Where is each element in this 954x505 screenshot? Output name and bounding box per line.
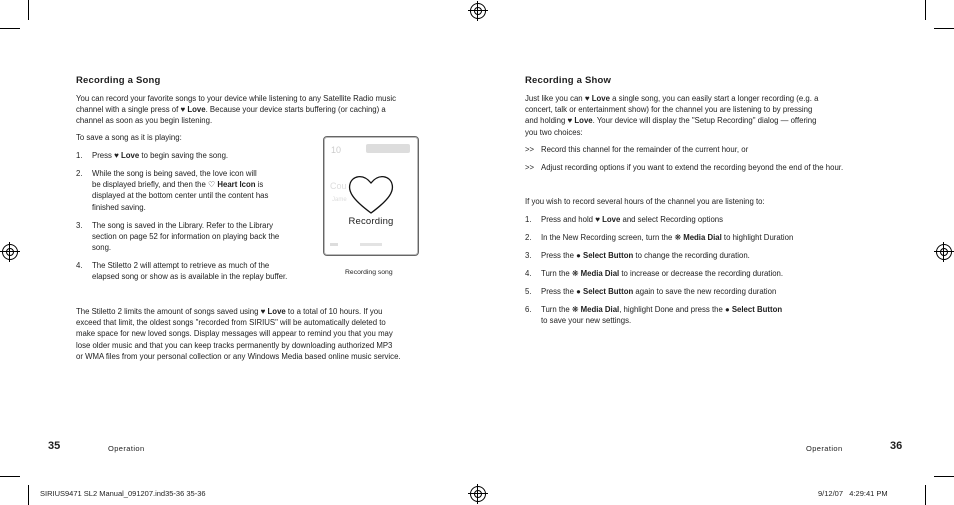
page-number: 36 [890, 440, 903, 452]
faded-text: Jame [332, 197, 347, 203]
faded-text: Cou [330, 181, 347, 191]
select-button-icon: ● [576, 287, 581, 296]
registration-mark-icon [470, 486, 486, 502]
heart-icon: ♥ [595, 215, 600, 224]
heart-icon: ♥ [584, 94, 590, 103]
heart-icon: ♥ [180, 105, 186, 115]
crop-mark [0, 476, 20, 477]
recording-label: Recording [348, 216, 394, 227]
crop-mark [28, 485, 29, 505]
heart-icon: ♥ [260, 307, 266, 316]
page-number: 35 [48, 440, 61, 452]
left-heading: Recording a Song [76, 75, 161, 86]
media-dial-icon: ❋ [674, 233, 682, 242]
select-button-icon: ● [724, 305, 730, 314]
faded-indicator [330, 243, 338, 246]
page-footer: Operation [806, 444, 843, 453]
faded-channel-number: 10 [331, 145, 342, 155]
registration-mark-icon [936, 244, 952, 260]
device-screen-figure [323, 136, 419, 256]
heart-icon: ♥ [114, 151, 119, 160]
heart-outline-icon: ♡ [208, 180, 216, 190]
to-save-text: To save a song as it is playing: [76, 133, 182, 142]
right-choices: >> Record this channel for the remainder of the current hour, or >> Adjust recording options if you want to extend the recording beyond the end of the hour. [525, 145, 844, 172]
crop-mark [934, 476, 954, 477]
media-dial-icon: ❋ [571, 305, 579, 314]
left-steps: 1. Press ♥ Love to begin saving the song. 2. While the song is being saved, the love icon will be displayed briefly, and then the ♡ Heart Icon is displayed at the bottom center until the content has finished saving. 3. The song is saved in the Library. Refer to the Library section on page 52 for information on playing back the song. 4. The Stiletto 2 will attempt to retrieve as much of the elapsed song or show as is available in the replay buffer. [76, 151, 288, 282]
media-dial-icon: ❋ [571, 269, 579, 278]
right-steps: 1. Press and hold ♥ Love and select Recording options 2. In the New Recording screen, turn the ❋ Media Dial to highlight Duration 3. Press the ● Select Button to change the recording duration. 4. Turn the ❋ Media Dial to increase or decrease the recording duration. 5. Press the ● Select Button again to save the new recording duration 6. Turn the ❋ Media Dial, highlight Done and press the ● Select Button to save your new settings. [525, 215, 794, 326]
crop-mark [934, 28, 954, 29]
several-hours-text: If you wish to record several hours of the channel you are listening to: [525, 197, 765, 206]
registration-mark-icon [470, 3, 486, 19]
right-intro: Just like you can ♥ Love a single song, you can easily start a longer recording (e.g. a concert, talk or entertainment show) for the channel you are listening to by pressing and holding ♥ Love. Your device will display the "Setup Recording" dialog — offering you two choices: [525, 94, 819, 137]
slug-date: 9/12/07 4:29:41 PM [818, 489, 888, 498]
faded-logo [366, 144, 410, 153]
left-intro: You can record your favorite songs to your device while listening to any Satellite Radio music channel with a single press of ♥ Love. Because your device starts buffering (or caching) a channel as soon as you begin listening. [76, 94, 396, 126]
select-button-icon: ● [576, 251, 581, 260]
crop-mark [0, 28, 20, 29]
right-heading: Recording a Show [525, 75, 612, 86]
crop-mark [28, 0, 29, 20]
figure-caption: Recording song [345, 269, 393, 276]
slug-filename: SIRIUS9471 SL2 Manual_091207.ind35-36 35-36 [40, 489, 206, 498]
faded-indicator [360, 243, 382, 246]
page-footer: Operation [108, 444, 145, 453]
crop-mark [925, 485, 926, 505]
left-limit-paragraph: The Stiletto 2 limits the amount of songs saved using ♥ Love to a total of 10 hours. If you exceed that limit, the oldest songs "recorded from SIRIUS" will be automatically deleted to make space for new loved songs. Display messages will appear to remind you that you may lose older music and that you can keep tracks permanently by downloading authorized MP3 or WMA files from your personal collection or any Windows Media based online music service. [76, 307, 401, 361]
heart-icon: ♥ [567, 116, 573, 126]
heart-icon [348, 173, 394, 215]
registration-mark-icon [2, 244, 18, 260]
crop-mark [925, 0, 926, 20]
